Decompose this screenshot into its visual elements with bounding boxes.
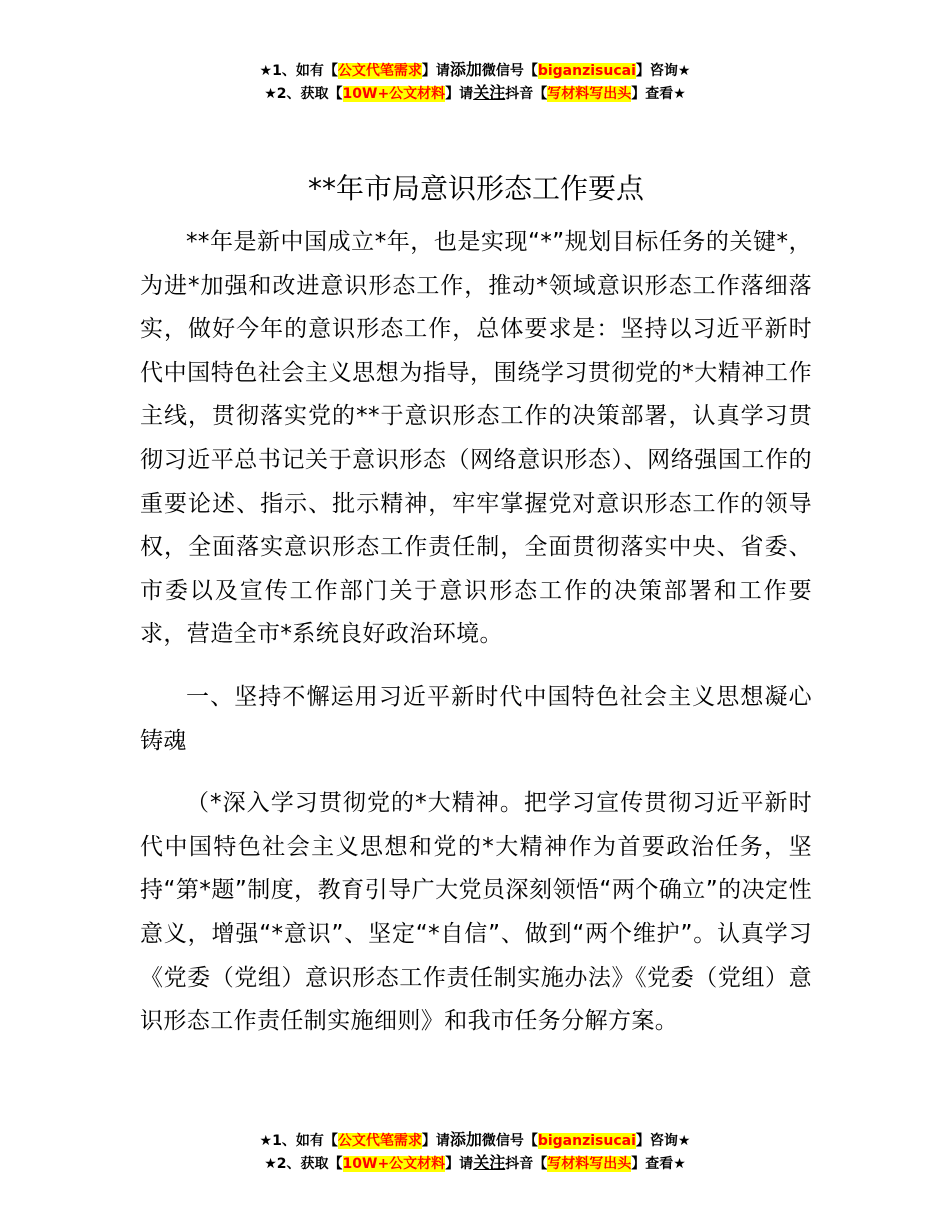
banner-text: 】查看★ [631, 1156, 686, 1172]
banner-highlight: 公文代笔需求 [337, 63, 422, 79]
banner-line-1 [0, 59, 950, 82]
banner-line-2 [0, 82, 950, 105]
banner-line-2 [0, 1152, 950, 1175]
section-paragraph: （*深入学习贯彻党的*大精神。把学习宣传贯彻习近平新时代中国特色社会主义思想和党的*大精神作为首要政治任务，坚持“第*题”制度，教育引导广大党员深刻领悟“两个确立”的决定性意义，增强“*意识”、坚定“*自信”、做到“两个维护”。认真学习《党委（党组）意识形态工作责任制实施办法》《党委（党组）意识形态工作责任制实施细则》和我市任务分解方案。 [140, 790, 812, 1035]
intro-paragraph: **年是新中国成立*年，也是实现“*”规划目标任务的关键*，为进*加强和改进意识形态工作，推动*领域意识形态工作落细落实，做好今年的意识形态工作，总体要求是：坚持以习近平新时代中国特色社会主义思想为指导，围绕学习贯彻党的*大精神工作主线，贯彻落实党的**于意识形态工作的决策部署，认真学习贯彻习近平总书记关于意识形态（网络意识形态）、网络强国工作的重要论述、指示、批示精神，牢牢掌握党对意识形态工作的领导权，全面落实意识形态工作责任制，全面贯彻落实中央、省委、市委以及宣传工作部门关于意识形态工作的决策部署和工作要求，营造全市*系统良好政治环境。 [140, 229, 812, 648]
banner-text: 】咨询★ [635, 63, 691, 79]
banner-text: 】咨询★ [635, 1133, 691, 1149]
banner-emphasis: 添加 [449, 60, 482, 79]
banner-wechat-id: biganzisucai [537, 1133, 636, 1149]
banner-douyin-id: 写材料写出头 [547, 86, 632, 102]
banner-text: 】请 [421, 1133, 450, 1149]
bottom-banner [0, 1129, 950, 1175]
banner-text: 微信号【 [481, 1133, 538, 1149]
banner-text: 微信号【 [481, 63, 538, 79]
banner-text: ★1、如有【 [259, 63, 338, 79]
banner-highlight: 10W+公文材料 [342, 86, 446, 102]
document-title: **年市局意识形态工作要点 [307, 172, 644, 205]
banner-text: 抖音【 [505, 86, 548, 102]
banner-text: 】查看★ [631, 86, 686, 102]
banner-emphasis: 关注 [473, 1153, 506, 1172]
banner-emphasis: 添加 [449, 1130, 482, 1149]
banner-wechat-id: biganzisucai [537, 63, 636, 79]
banner-line-1 [0, 1129, 950, 1152]
document-body [140, 165, 812, 1044]
banner-douyin-id: 写材料写出头 [547, 1156, 632, 1172]
banner-highlight: 公文代笔需求 [337, 1133, 422, 1149]
banner-emphasis: 关注 [473, 83, 506, 102]
banner-text: 】请 [421, 63, 450, 79]
top-banner [0, 59, 950, 105]
banner-text: 抖音【 [505, 1156, 548, 1172]
section-heading: 一、坚持不懈运用习近平新时代中国特色社会主义思想凝心铸魂 [140, 683, 812, 754]
banner-text: 】请 [445, 1156, 474, 1172]
banner-text: ★2、获取【 [264, 1156, 343, 1172]
banner-text: ★1、如有【 [259, 1133, 338, 1149]
banner-highlight: 10W+公文材料 [342, 1156, 446, 1172]
banner-text: 】请 [445, 86, 474, 102]
banner-text: ★2、获取【 [264, 86, 343, 102]
